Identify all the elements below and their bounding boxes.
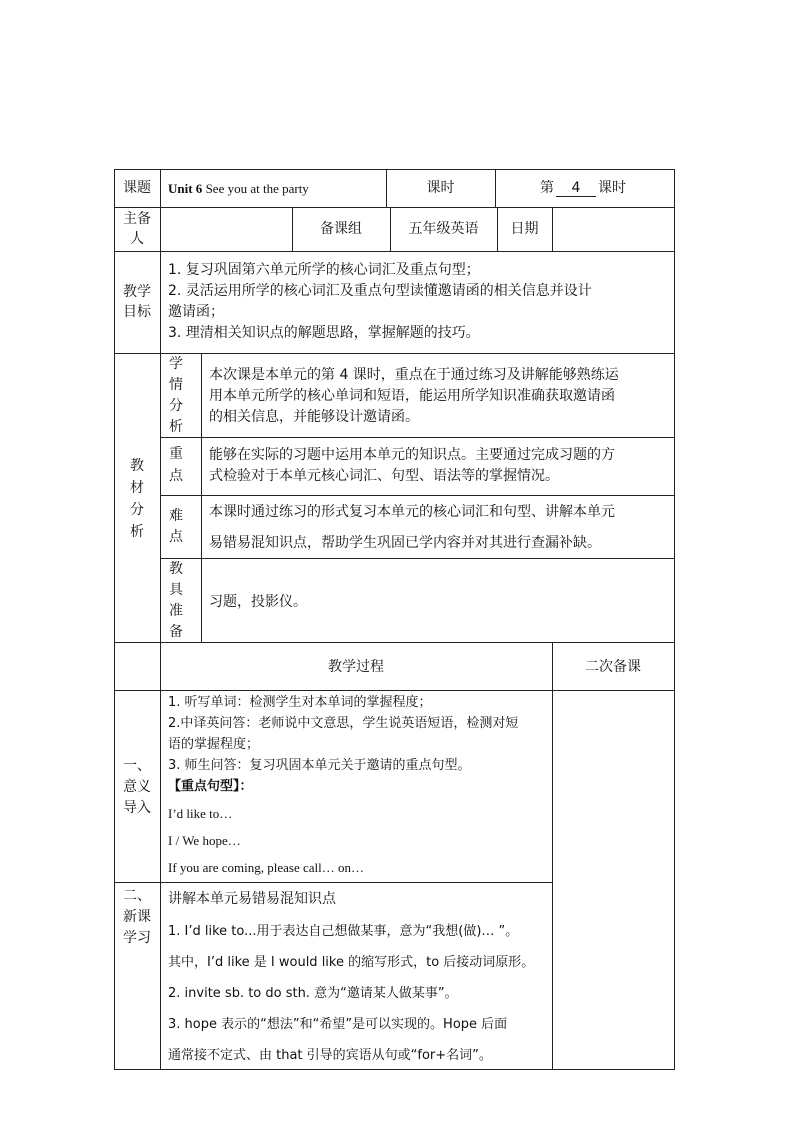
section2-label-line1: 二、 [123, 888, 151, 904]
situation-text-line3: 的相关信息，并能够设计邀请函。 [209, 409, 419, 425]
section1-line3: 语的掌握程度； [168, 737, 260, 752]
situation-label-char-2: 情 [169, 377, 183, 393]
section2-line1: 讲解本单元易错易混知识点 [168, 891, 336, 907]
difficult-label-char-2: 点 [169, 529, 183, 545]
tools-label-char-1: 教 [169, 561, 183, 577]
key-sentence-2: I / We hope… [168, 833, 241, 848]
difficult-text-line1: 本课时通过练习的形式复习本单元的核心词汇和句型、讲解本单元 [209, 504, 615, 520]
tools-label-char-4: 备 [169, 624, 183, 640]
goal-item-3: 3. 理清相关知识点的解题思路，掌握解题的技巧。 [168, 325, 480, 341]
section2-line6: 通常接不定式、由 that 引导的宾语从句或“for+名词”。 [168, 1048, 492, 1063]
section2-line2: 1. I’d like to...用于表达自己想做某事，意为“我想(做)… ”。 [168, 924, 519, 939]
tools-text: 习题，投影仪。 [209, 594, 307, 610]
key-sentences-heading: 【重点句型】： [168, 779, 253, 794]
analysis-label-char-3: 分 [130, 502, 144, 518]
section2-line4: 2. invite sb. to do sth. 意为“邀请某人做某事”。 [168, 986, 458, 1001]
section1-label-line3: 导入 [123, 800, 151, 816]
key-label-char-1: 重 [169, 446, 183, 462]
key-label-char-2: 点 [169, 468, 183, 484]
course-title [168, 179, 309, 200]
key-text-line1: 能够在实际的习题中运用本单元的知识点。主要通过完成习题的方 [209, 447, 615, 463]
goals-label-line2: 目标 [123, 304, 151, 320]
tools-label-char-2: 具 [169, 582, 183, 598]
difficult-text-line2: 易错易混知识点，帮助学生巩固已学内容并对其进行查漏补缺。 [209, 535, 601, 551]
goal-item-1: 1. 复习巩固第六单元所学的核心词汇及重点句型； [168, 262, 480, 278]
situation-label-char-4: 析 [169, 419, 183, 435]
section1-line4: 3. 师生问答：复习巩固本单元关于邀请的重点句型。 [168, 758, 471, 773]
section1-label-line2: 意义 [123, 779, 151, 795]
course-label: 课题 [123, 180, 151, 196]
course-title-rest: See you at the party [202, 181, 309, 196]
period-value [540, 178, 626, 198]
preparer-label-line1: 主备 [123, 211, 151, 227]
goal-item-2-line2: 邀请函； [168, 304, 224, 320]
period-prefix: 第 [540, 180, 554, 196]
tools-label-char-3: 准 [169, 603, 183, 619]
section2-label-line2: 新课 [123, 909, 151, 925]
period-number: 4 [556, 180, 596, 197]
course-title-prefix: Unit 6 [168, 181, 203, 196]
key-sentence-1: I’d like to… [168, 806, 233, 821]
preparer-label-line2: 人 [130, 231, 144, 247]
analysis-label-char-1: 教 [130, 458, 144, 474]
key-text-line2: 式检验对于本单元核心词汇、句型、语法等的掌握情况。 [209, 468, 559, 484]
second-prep-header: 二次备课 [585, 659, 641, 675]
situation-label-char-1: 学 [169, 356, 183, 372]
situation-text-line2: 用本单元所学的核心单词和短语，能运用所学知识准确获取邀请函 [209, 388, 615, 404]
process-header: 教学过程 [328, 659, 384, 675]
section1-line1: 1. 听写单词：检测学生对本单词的掌握程度； [168, 695, 432, 710]
situation-label-char-3: 分 [169, 398, 183, 414]
situation-text-line1: 本次课是本单元的第 4 课时，重点在于通过练习及讲解能够熟练运 [209, 367, 619, 383]
section2-line5: 3. hope 表示的“想法”和“希望”是可以实现的。Hope 后面 [168, 1017, 508, 1032]
group-label: 备课组 [320, 221, 362, 237]
analysis-label-char-2: 材 [130, 480, 144, 496]
section2-line3: 其中，I’d like 是 I would like 的缩写形式，to 后接动词原形。 [168, 955, 535, 970]
section1-line2: 2.中译英问答：老师说中文意思，学生说英语短语，检测对短 [168, 716, 519, 731]
period-label: 课时 [426, 180, 455, 196]
key-sentence-3: If you are coming, please call… on… [168, 860, 365, 875]
group-value: 五年级英语 [408, 221, 479, 237]
goals-label-line1: 教学 [123, 284, 151, 300]
section1-label-line1: 一、 [123, 758, 151, 774]
analysis-label-char-4: 析 [130, 524, 144, 540]
goal-item-2-line1: 2. 灵活运用所学的核心词汇及重点句型读懂邀请函的相关信息并设计 [168, 283, 592, 299]
date-label: 日期 [510, 221, 539, 237]
difficult-label-char-1: 难 [169, 508, 183, 524]
section2-label-line3: 学习 [123, 930, 151, 946]
period-suffix: 课时 [598, 180, 626, 196]
